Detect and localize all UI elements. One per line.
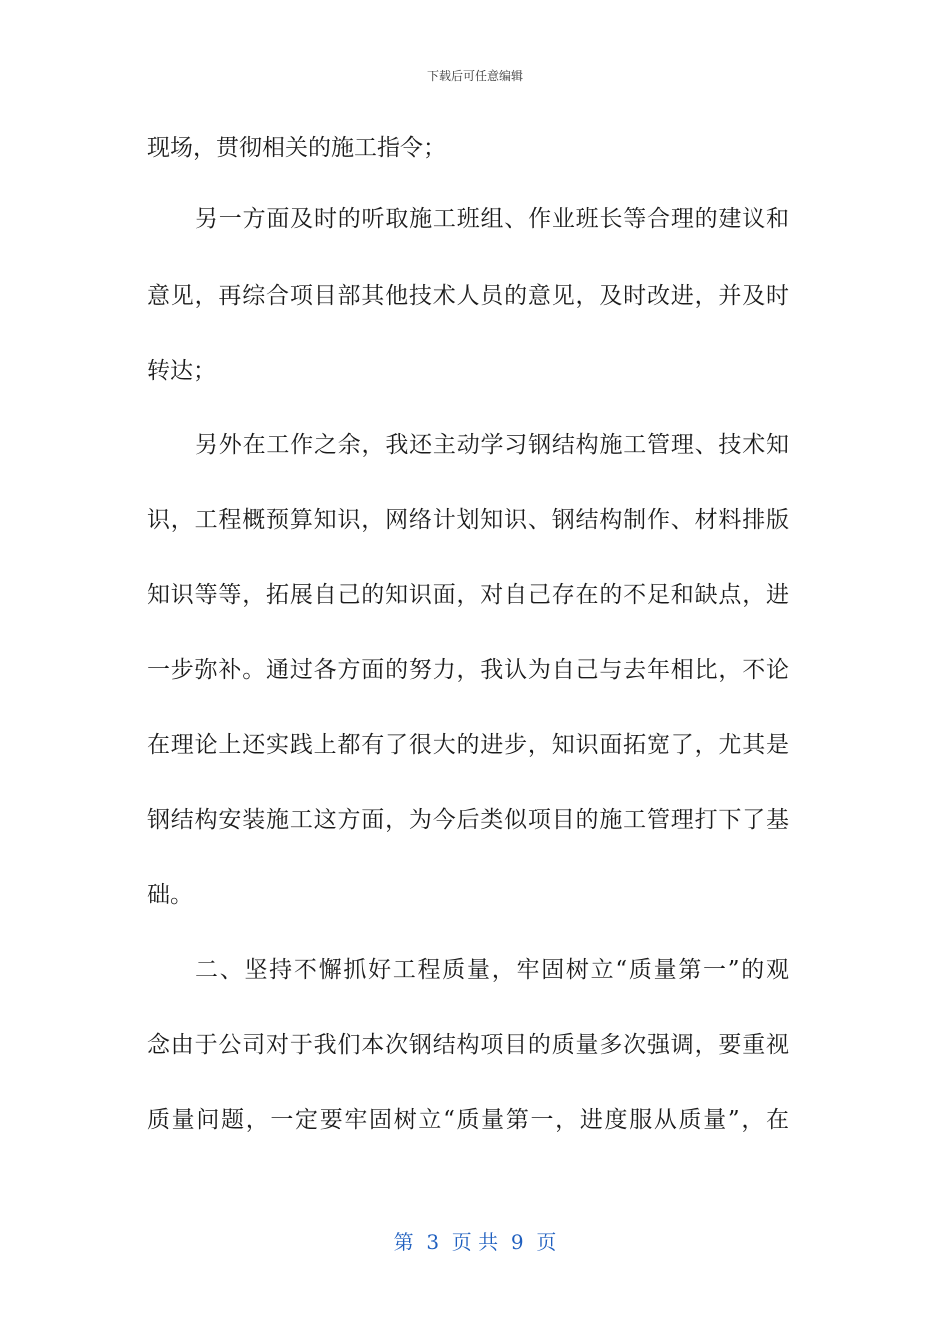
page-header-note: 下载后可任意编辑 <box>426 69 523 83</box>
paragraph-line: 础。 <box>147 882 193 908</box>
paragraph-line: 知识等等，拓展自己的知识面，对自己存在的不足和缺点，进 <box>147 582 789 608</box>
paragraph-line: 另外在工作之余，我还主动学习钢结构施工管理、技术知 <box>195 432 789 458</box>
paragraph-line: 识，工程概预算知识，网络计划知识、钢结构制作、材料排版 <box>147 507 789 533</box>
paragraph-line: 二、坚持不懈抓好工程质量，牢固树立“质量第一”的观 <box>195 957 789 983</box>
paragraph-line: 一步弥补。通过各方面的努力，我认为自己与去年相比，不论 <box>147 657 789 683</box>
paragraph-line: 另一方面及时的听取施工班组、作业班长等合理的建议和 <box>195 206 789 232</box>
paragraph-line: 转达； <box>147 358 216 384</box>
page-number-footer: 第 3 页 共 9 页 <box>393 1230 557 1254</box>
paragraph-line: 钢结构安装施工这方面，为今后类似项目的施工管理打下了基 <box>147 807 789 833</box>
paragraph-line: 在理论上还实践上都有了很大的进步，知识面拓宽了，尤其是 <box>147 732 789 758</box>
paragraph-line: 现场，贯彻相关的施工指令； <box>147 135 446 161</box>
paragraph-line: 念由于公司对于我们本次钢结构项目的质量多次强调，要重视 <box>147 1032 789 1058</box>
paragraph-line: 意见，再综合项目部其他技术人员的意见，及时改进，并及时 <box>147 283 789 309</box>
paragraph-line: 质量问题，一定要牢固树立“质量第一，进度服从质量”，在 <box>147 1107 789 1133</box>
